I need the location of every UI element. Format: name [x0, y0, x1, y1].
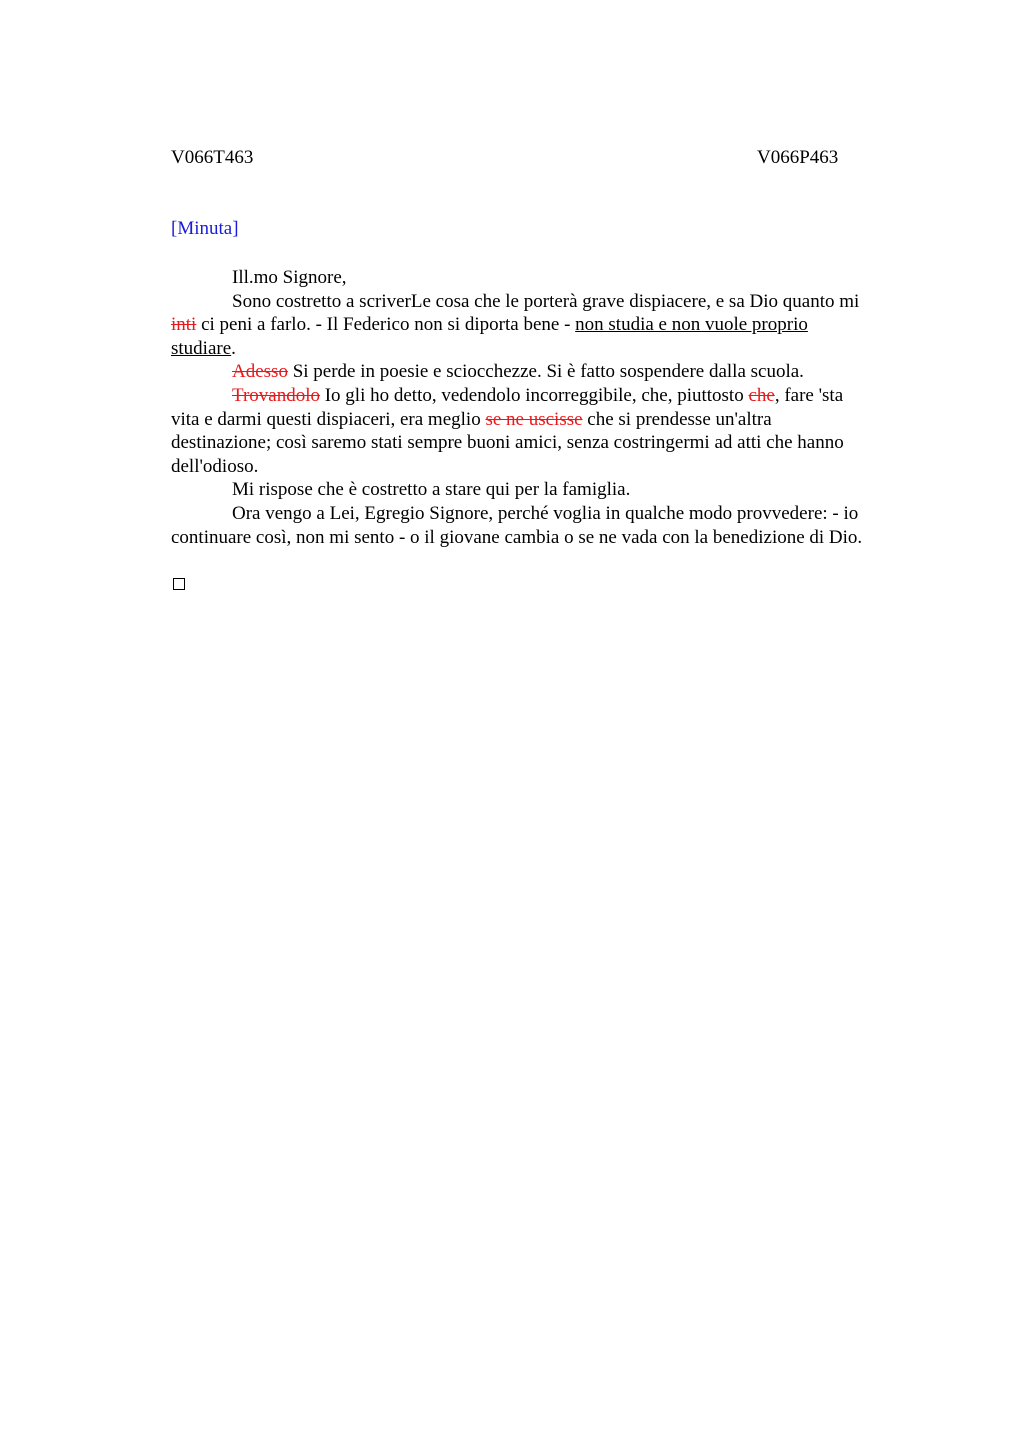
paragraph-4: Mi rispose che è costretto a stare qui per la famiglia. — [232, 479, 631, 501]
text-run: , fare 'sta — [774, 384, 844, 406]
text-run: ci peni a farlo. - Il Federico non si diporta bene - — [196, 314, 576, 336]
deleted-word: inti — [171, 314, 197, 336]
paragraph-5-line-1 — [171, 502, 931, 526]
text-run: dell'odioso. — [171, 455, 259, 477]
deleted-word: Adesso — [232, 361, 288, 383]
document-code-right: V066P463 — [757, 147, 839, 168]
paragraph-3-line-1 — [171, 384, 931, 408]
underlined-text: non studia e non vuole proprio — [575, 314, 808, 336]
checkbox-square-icon — [173, 578, 185, 590]
text-run: Io gli ho detto, vedendolo incorreggibile, che, piuttosto — [319, 384, 749, 406]
paragraph-3-line-2 — [171, 408, 931, 432]
deleted-word: se ne uscisse — [485, 408, 583, 430]
paragraph-3-line-4 — [171, 455, 931, 479]
text-run: destinazione; così saremo stati sempre buoni amici, senza costringermi ad atti che hanno — [171, 432, 844, 454]
paragraph-3-line-3 — [171, 431, 931, 455]
text-run: che si prendesse un'altra — [582, 408, 772, 430]
text-run: Si perde in poesie e sciocchezze. Si è fatto sospendere dalla scuola. — [287, 361, 804, 383]
letter-body — [171, 266, 931, 549]
text-run: continuare così, non mi sento - o il giovane cambia o se ne vada con la benedizione di Dio. — [171, 526, 863, 548]
paragraph-1-line-1 — [171, 290, 931, 314]
document-code-left: V066T463 — [171, 147, 254, 168]
underlined-text: studiare — [171, 337, 232, 359]
text-run: . — [231, 337, 236, 359]
deleted-word: che — [748, 384, 775, 406]
deleted-word: Trovandolo — [232, 384, 320, 406]
text-run: Sono costretto a scriverLe cosa che le porterà grave dispiacere, e sa Dio quanto mi — [232, 290, 860, 312]
paragraph-2 — [171, 360, 931, 384]
paragraph-1-line-2 — [171, 313, 931, 337]
salutation: Ill.mo Signore, — [232, 267, 347, 288]
paragraph-1-line-3 — [171, 337, 931, 361]
text-run: vita e darmi questi dispiaceri, era meglio — [171, 408, 486, 430]
paragraph-5-line-2 — [171, 526, 931, 550]
minuta-label: [Minuta] — [171, 218, 239, 239]
text-run: Ora vengo a Lei, Egregio Signore, perché voglia in qualche modo provvedere: - io — [232, 502, 859, 524]
